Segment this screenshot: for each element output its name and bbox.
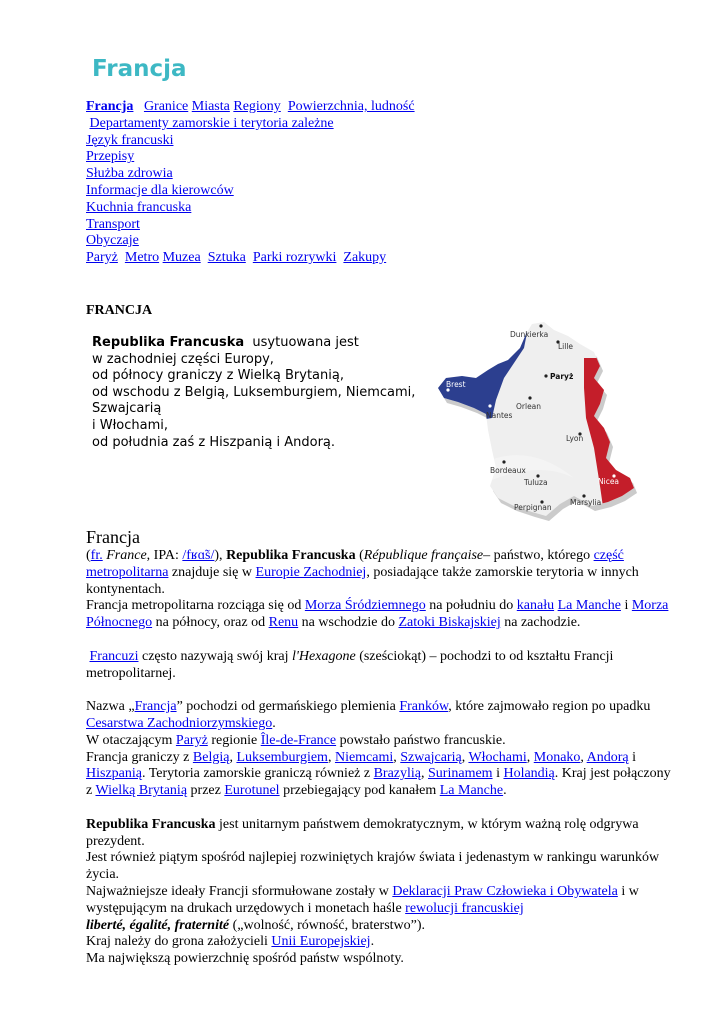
nav-link-departamenty[interactable]: Departamenty zamorskie i terytoria zależne: [89, 115, 334, 131]
text-republique: République française: [363, 548, 484, 563]
nav-link-muzea[interactable]: Muzea: [162, 250, 201, 266]
nav-link-jezyk[interactable]: Język francuski: [86, 132, 174, 148]
paragraph-nazwa: Nazwa „Francja” pochodzi od germańskiego plemienia Franków, które zajmowało region po upadku Cesarstwa Zachodniorzymskiego.: [86, 699, 651, 731]
intro-line-7: od południa zaś z Hiszpanią i Andorą.: [92, 434, 336, 450]
link-morze-polnocne[interactable]: Morza Północnego: [86, 598, 669, 631]
paragraph-idealy: Najważniejsze ideały Francji sformułowane zostały w Deklaracji Praw Człowieka i Obywatela i w występującym na drukach urzędowych i monetach haśle rewolucji francuskiej: [86, 883, 639, 916]
text-hexagone: l'Hexagone: [292, 648, 356, 664]
link-europa-zachodnia[interactable]: Europie Zachodniej: [255, 564, 367, 580]
link-luksemburg[interactable]: Luksemburgiem: [236, 749, 328, 765]
nav-link-zakupy[interactable]: Zakupy: [343, 250, 387, 266]
paragraph-intro: (fr. France, IPA: /fʁɑ̃s/), Republika Francuska (République française– państwo, którego część metropolitarna znajduje się w Europie Zachodniej, posiadające także zamorskie terytoria w innych kontynentach.: [86, 548, 639, 597]
link-brazylia[interactable]: Brazylią: [373, 766, 422, 782]
main-heading: Francja: [86, 527, 140, 547]
link-unia-europejska[interactable]: Unii Europejskiej: [271, 934, 371, 950]
nav-link-sztuka[interactable]: Sztuka: [207, 250, 246, 266]
city-label-nantes: Nantes: [486, 411, 513, 420]
intro-line-6: i Włochami,: [92, 417, 169, 433]
nav-link-sluzba-zdrowia[interactable]: Służba zdrowia: [86, 166, 173, 182]
paragraph-hexagone: Francuzi często nazywają swój kraj l'Hexagone (sześciokąt) – pochodzi to od kształtu Francji metropolitarnej.: [86, 648, 614, 681]
nav-link-francja[interactable]: Francja: [86, 99, 134, 114]
link-holandia[interactable]: Holandią: [503, 766, 555, 782]
article-content: [86, 548, 671, 968]
link-ren[interactable]: Renu: [268, 615, 299, 631]
page-title: Francja: [92, 56, 187, 82]
paragraph-haslo: liberté, égalité, fraternité („wolność, równość, braterstwo”).: [86, 917, 426, 933]
nav-link-metro[interactable]: Metro: [124, 250, 160, 266]
city-label-orlean: Orlean: [516, 402, 542, 411]
city-label-perpignan: Perpignan: [514, 503, 552, 512]
link-morze-srodziemne[interactable]: Morza Śródziemnego: [304, 598, 426, 614]
nav-link-powierzchnia[interactable]: Powierzchnia, ludność: [287, 99, 415, 114]
link-hiszpania[interactable]: Hiszpanią: [86, 766, 142, 782]
city-label-bordeaux: Bordeaux: [490, 466, 526, 475]
intro-line-4: od wschodu z Belgią, Luksemburgiem, Niemcami,: [92, 384, 416, 400]
nav-link-obyczaje[interactable]: Obyczaje: [86, 233, 139, 249]
link-czesc-metropolitarna[interactable]: część metropolitarna: [86, 548, 624, 580]
nav-link-parki[interactable]: Parki rozrywki: [252, 250, 337, 266]
city-label-brest: Brest: [446, 380, 466, 389]
city-label-marsylia: Marsylia: [570, 498, 602, 507]
text-republika-bold: Republika Francuska: [226, 548, 356, 563]
text-france: France: [106, 548, 147, 563]
link-paryz[interactable]: Paryż: [175, 732, 208, 748]
link-fr[interactable]: fr.: [90, 548, 103, 563]
paragraph-rozwoj: Jest również piątym spośród najlepiej rozwiniętych krajów świata i jedenastym w rankingu warunków życia.: [86, 850, 660, 883]
nav-row-paryz: [86, 250, 686, 267]
navigation: [86, 99, 686, 267]
link-la-manche[interactable]: La Manche: [557, 598, 621, 614]
city-label-nicea: Nicea: [598, 477, 620, 486]
link-ipa[interactable]: /fʁɑ̃s/: [182, 548, 215, 563]
nav-link-granice[interactable]: Granice: [143, 99, 189, 114]
link-belgia[interactable]: Belgią: [192, 749, 230, 765]
nav-link-kierowcy[interactable]: Informacje dla kierowców: [86, 182, 234, 198]
nav-link-miasta[interactable]: Miasta: [191, 99, 230, 114]
link-francja[interactable]: Francja: [134, 699, 177, 715]
intro-text: [92, 335, 437, 451]
text-motto: liberté, égalité, fraternité: [86, 917, 230, 933]
paragraph-powierzchnia: Ma największą powierzchnię spośród państw wspólnoty.: [86, 951, 404, 967]
intro-bold: Republika Francuska: [92, 335, 245, 350]
link-francuzi[interactable]: Francuzi: [89, 648, 139, 664]
intro-line-2: w zachodniej części Europy,: [92, 351, 274, 367]
link-eurotunel[interactable]: Eurotunel: [224, 783, 280, 799]
paragraph-ile-de-france: W otaczającym Paryż regionie Île-de-France powstało państwo francuskie.: [86, 732, 506, 748]
link-wielka-brytania[interactable]: Wielką Brytanią: [95, 783, 188, 799]
intro-line-1: usytuowana jest: [244, 335, 359, 350]
city-label-lille: Lille: [558, 342, 574, 351]
nav-link-przepisy[interactable]: Przepisy: [86, 149, 135, 165]
france-flag-map: [434, 318, 646, 528]
city-label-tuluza: Tuluza: [524, 478, 548, 487]
link-andora[interactable]: Andorą: [586, 749, 629, 765]
nav-row-main: [86, 99, 686, 116]
link-cesarstwo[interactable]: Cesarstwa Zachodniorzymskiego: [86, 715, 273, 731]
link-rewolucja[interactable]: rewolucji francuskiej: [405, 900, 524, 916]
intro-line-5: Szwajcarią: [92, 401, 162, 417]
intro-line-3: od północy graniczy z Wielką Brytanią,: [92, 368, 344, 384]
link-frankow[interactable]: Franków: [399, 699, 449, 715]
link-la-manche-2[interactable]: La Manche: [439, 783, 504, 799]
nav-link-transport[interactable]: Transport: [86, 216, 140, 232]
link-zatoka-biskajska[interactable]: Zatoki Biskajskiej: [398, 615, 501, 631]
link-wlochy[interactable]: Włochami: [468, 749, 527, 765]
city-label-paryz: Paryż: [550, 372, 574, 381]
section-heading: FRANCJA: [86, 303, 153, 318]
text-republika-bold-2: Republika Francuska: [86, 816, 216, 832]
link-szwajcaria[interactable]: Szwajcarią: [400, 749, 462, 765]
paragraph-ue: Kraj należy do grona założycieli Unii Europejskiej.: [86, 934, 375, 950]
paragraph-ustroj: Republika Francuska jest unitarnym państwem demokratycznym, w którym ważną rolę odgrywa prezydent.: [86, 816, 639, 849]
nav-link-regiony[interactable]: Regiony: [233, 99, 281, 114]
city-label-dunkierka: Dunkierka: [510, 330, 549, 339]
link-ile-de-france[interactable]: Île-de-France: [260, 732, 337, 748]
link-kanal[interactable]: kanału: [516, 598, 555, 614]
link-deklaracja[interactable]: Deklaracji Praw Człowieka i Obywatela: [392, 883, 618, 899]
nav-row-departamenty: [86, 116, 686, 133]
link-surinam[interactable]: Surinamem: [428, 766, 493, 782]
nav-link-paryz[interactable]: Paryż: [86, 250, 118, 266]
paragraph-metropolitarna: Francja metropolitarna rozciąga się od Morza Śródziemnego na południu do kanału La Manche i Morza Północnego na północy, oraz od Renu na wschodzie do Zatoki Biskajskiej na zachodzie.: [86, 598, 669, 631]
nav-link-kuchnia[interactable]: Kuchnia francuska: [86, 199, 192, 215]
paragraph-granice: Francja graniczy z Belgią, Luksemburgiem, Niemcami, Szwajcarią, Włochami, Monako, Andorą i Hiszpanią. Terytoria zamorskie graniczą również z Brazylią, Surinamem i Holandią. Kraj jest połączony z Wielką Brytanią przez Eurotunel przebiegający pod kanałem La Manche.: [86, 749, 671, 799]
city-label-lyon: Lyon: [566, 434, 584, 443]
link-monako[interactable]: Monako: [533, 749, 581, 765]
link-niemcy[interactable]: Niemcami: [334, 749, 394, 765]
